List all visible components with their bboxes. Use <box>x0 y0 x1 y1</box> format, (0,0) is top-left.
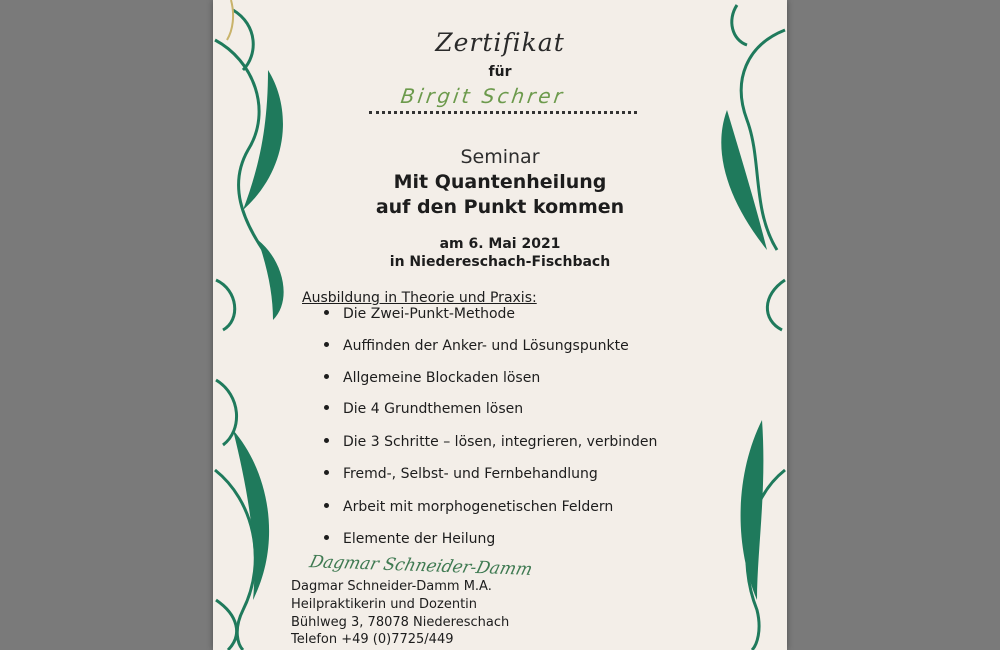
handwritten-signature: Dagmar Schneider-Damm <box>307 552 535 580</box>
recipient-dotted-line <box>369 111 637 114</box>
issuer-name: Dagmar Schneider-Damm M.A. <box>291 579 492 594</box>
certificate-title: Zertifikat <box>435 28 565 57</box>
topic-list-item <box>324 338 629 354</box>
course-title-line-2: auf den Punkt kommen <box>375 196 625 218</box>
topic-label: Fremd-, Selbst- und Fernbehandlung <box>343 466 598 482</box>
bullet-icon <box>324 310 329 315</box>
topic-label: Die Zwei-Punkt-Methode <box>343 306 516 322</box>
course-title-line-1: Mit Quantenheilung <box>393 171 607 193</box>
topic-label: Die 3 Schritte – lösen, integrieren, verbinden <box>343 434 658 450</box>
topic-label: Elemente der Heilung <box>343 531 496 547</box>
topic-label: Die 4 Grundthemen lösen <box>343 401 524 417</box>
topic-list-item <box>324 466 598 482</box>
bullet-icon <box>324 470 329 475</box>
bullet-icon <box>324 342 329 347</box>
left-vine-ornament <box>213 0 308 650</box>
topic-list-item <box>324 401 523 417</box>
topic-list-item <box>324 434 657 450</box>
bullet-icon <box>324 535 329 540</box>
seminar-label: Seminar <box>460 146 540 168</box>
right-vine-ornament <box>707 0 787 650</box>
topic-list-item <box>324 499 613 515</box>
issuer-role: Heilpraktikerin und Dozentin <box>291 597 478 612</box>
issuer-address: Bühlweg 3, 78078 Niedereschach <box>291 615 510 630</box>
topic-list-item <box>324 531 495 547</box>
seminar-location: in Niedereschach-Fischbach <box>389 254 611 270</box>
training-heading: Ausbildung in Theorie und Praxis: <box>302 290 537 306</box>
bullet-icon <box>324 405 329 410</box>
topic-label: Allgemeine Blockaden lösen <box>343 370 541 386</box>
seminar-date: am 6. Mai 2021 <box>439 236 561 252</box>
issuer-phone: Telefon +49 (0)7725/449 <box>291 632 454 647</box>
bullet-icon <box>324 438 329 443</box>
for-label: für <box>488 64 512 80</box>
bullet-icon <box>324 503 329 508</box>
topic-list-item <box>324 370 540 386</box>
topic-list-item <box>324 306 515 322</box>
topic-label: Arbeit mit morphogenetischen Feldern <box>343 499 614 515</box>
bullet-icon <box>324 374 329 379</box>
certificate-sheet <box>213 0 787 650</box>
recipient-handwritten-name: Birgit Schrer <box>399 84 567 108</box>
topic-label: Auffinden der Anker- und Lösungspunkte <box>343 338 629 354</box>
